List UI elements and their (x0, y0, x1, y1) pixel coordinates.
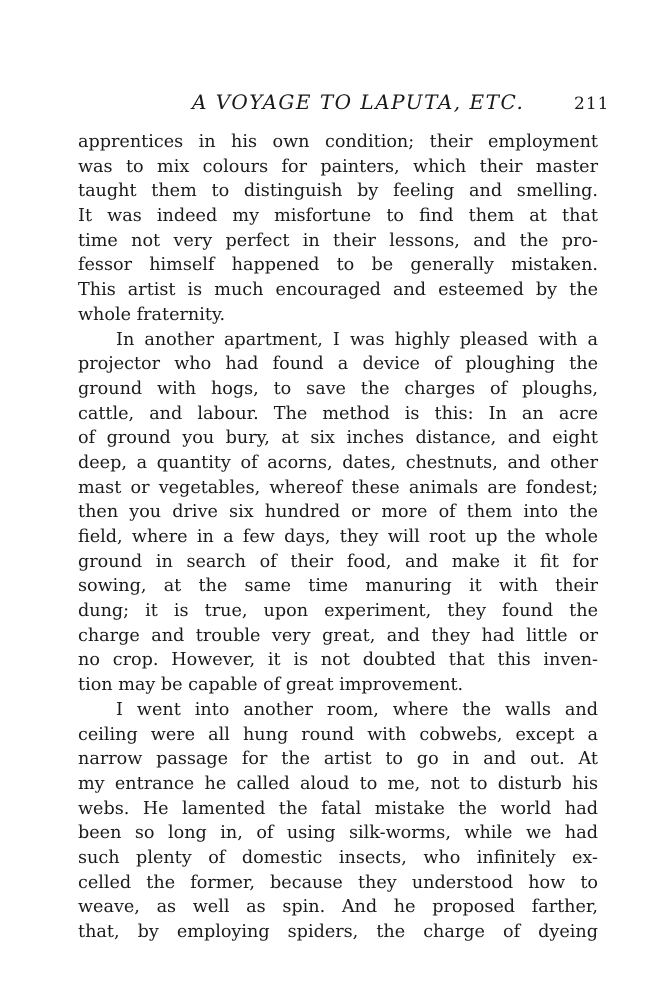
text-line: It was indeed my misfortune to find them at that (78, 206, 598, 227)
text-line: field, where in a few days, they will root up the whole (78, 527, 598, 547)
running-head (0, 90, 667, 120)
text-line: ceiling were all hung round with cobwebs, except a (78, 724, 598, 745)
text-line: sowing, at the same time manuring it with their (78, 576, 598, 597)
text-line: no crop. However, it is not doubted that this inven- (78, 650, 598, 671)
text-line: charge and trouble very great, and they had little or (78, 625, 598, 646)
text-line: apprentices in his own condition; their employment (78, 132, 598, 152)
text-line: tion may be capable of great improvement. (78, 675, 464, 696)
text-line: ground with hogs, to save the charges of ploughs, (78, 378, 598, 399)
text-line: narrow passage for the artist to go in and out. At (78, 749, 598, 770)
running-title: A VOYAGE TO LAPUTA, ETC. (192, 90, 525, 114)
text-line: taught them to distinguish by feeling and smelling. (78, 181, 598, 202)
text-line: webs. He lamented the fatal mistake the world had (78, 798, 598, 819)
text-line: dung; it is true, upon experiment, they found the (78, 601, 598, 622)
text-line: This artist is much encouraged and esteemed by the (78, 280, 598, 301)
text-line: such plenty of domestic insects, who infinitely ex- (78, 847, 598, 868)
text-line: ground in search of their food, and make it fit for (78, 551, 598, 572)
text-line: cattle, and labour. The method is this: In an acre (78, 403, 598, 424)
text-line: time not very perfect in their lessons, and the pro- (78, 230, 598, 251)
text-line: deep, a quantity of acorns, dates, chestnuts, and other (78, 452, 598, 473)
text-line: whole fraternity. (78, 304, 226, 325)
text-line: weave, as well as spin. And he proposed farther, (78, 897, 598, 918)
text-line: was to mix colours for painters, which their master (78, 156, 598, 177)
page-number: 211 (574, 94, 610, 114)
text-line: fessor himself happened to be generally mistaken. (78, 255, 598, 276)
text-line: my entrance he called aloud to me, not to disturb his (78, 773, 598, 794)
text-line: then you drive six hundred or more of them into the (78, 502, 598, 523)
text-line: projector who had found a device of ploughing the (78, 354, 598, 375)
text-line: been so long in, of using silk-worms, while we had (78, 823, 598, 844)
text-line: mast or vegetables, whereof these animals are fondest; (78, 477, 598, 498)
body-text (78, 130, 598, 945)
text-line: In another apartment, I was highly pleased with a (116, 329, 598, 350)
text-line: I went into another room, where the walls and (116, 699, 598, 720)
text-line: that, by employing spiders, the charge of dyeing (78, 922, 598, 942)
text-line: of ground you bury, at six inches distance, and eight (78, 428, 598, 449)
text-line: celled the former, because they understood how to (78, 872, 598, 893)
